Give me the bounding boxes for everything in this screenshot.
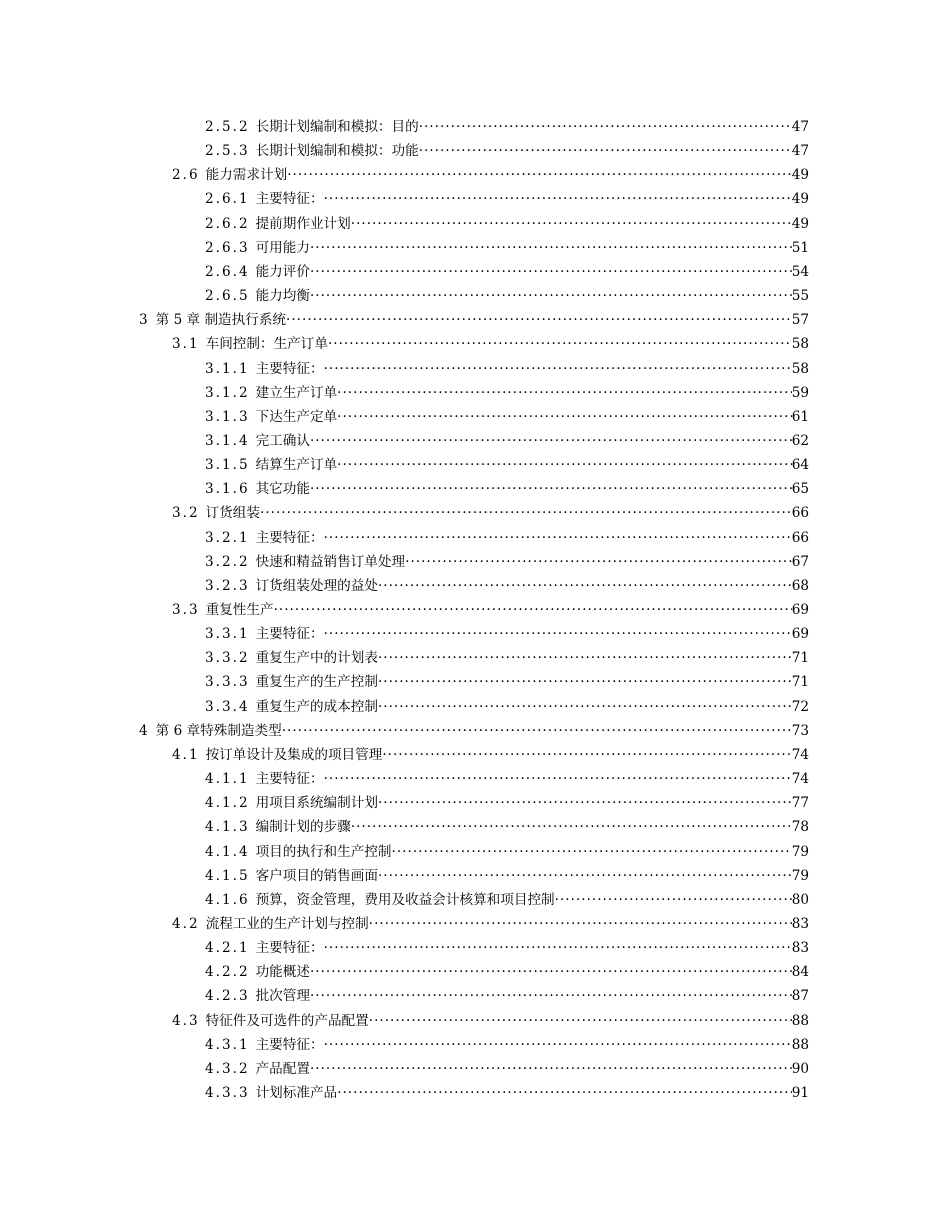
toc-entry[interactable] — [205, 260, 809, 284]
toc-entry-title: 主要特征： — [255, 940, 324, 957]
toc-entry-number: 4.1.2 — [205, 795, 250, 812]
toc-entry-number: 3.3.2 — [205, 650, 250, 667]
toc-dot-leader — [286, 308, 792, 332]
toc-entry-title: 主要特征： — [255, 529, 324, 546]
toc-dot-leader — [337, 1081, 792, 1105]
toc-dot-leader — [392, 840, 792, 864]
toc-entry-page-number: 83 — [791, 915, 809, 932]
toc-entry[interactable] — [205, 236, 809, 260]
toc-entry-title: 长期计划编制和模拟：目的 — [255, 119, 419, 135]
toc-entry-number: 3.1 — [172, 336, 200, 353]
toc-entry-page-number: 69 — [791, 602, 809, 618]
toc-entry[interactable] — [205, 212, 809, 236]
toc-entry[interactable] — [172, 332, 809, 356]
toc-entry[interactable] — [139, 719, 809, 743]
toc-dot-leader — [324, 357, 792, 381]
toc-entry-number: 4.1.6 — [205, 891, 250, 908]
toc-entry-number: 3.1.3 — [205, 408, 250, 425]
toc-entry-number: 3.1.5 — [205, 457, 250, 474]
toc-entry-page-number: 57 — [791, 312, 809, 329]
toc-dot-leader — [324, 936, 792, 960]
toc-entry-page-number: 79 — [791, 843, 809, 860]
toc-dot-leader — [324, 187, 792, 211]
toc-entry-title: 主要特征： — [255, 771, 324, 788]
toc-entry-title: 快速和精益销售订单处理 — [255, 553, 406, 570]
toc-entry[interactable] — [205, 622, 809, 646]
toc-entry-number: 2.6.2 — [205, 215, 250, 232]
toc-dot-leader — [310, 284, 792, 308]
toc-entry[interactable] — [205, 429, 809, 453]
toc-dot-leader — [351, 815, 792, 839]
toc-entry-title: 下达生产定单 — [255, 408, 338, 425]
toc-entry-number: 4.2 — [172, 915, 200, 932]
toc-entry-page-number: 67 — [791, 553, 809, 570]
toc-entry-page-number: 77 — [791, 795, 809, 812]
toc-entry-title: 编制计划的步骤 — [255, 819, 351, 836]
toc-entry-title: 可用能力 — [255, 239, 310, 256]
toc-entry[interactable] — [205, 453, 809, 477]
toc-entry-page-number: 61 — [791, 408, 809, 425]
toc-entry-number: 3.3.3 — [205, 674, 250, 691]
toc-entry-title: 重复性生产 — [205, 602, 274, 618]
toc-entry-page-number: 49 — [791, 191, 809, 208]
toc-entry-title: 重复生产的生产控制 — [255, 674, 378, 691]
toc-dot-leader — [324, 622, 792, 646]
toc-entry[interactable] — [205, 960, 809, 984]
toc-entry-title: 特征件及可选件的产品配置 — [205, 1012, 369, 1029]
toc-entry-title: 流程工业的生产计划与控制 — [205, 915, 369, 932]
toc-entry-number: 3.1.2 — [205, 384, 250, 401]
toc-entry-number: 3.1.4 — [205, 432, 250, 449]
toc-entry[interactable] — [205, 864, 809, 888]
toc-entry[interactable] — [205, 1033, 809, 1057]
toc-entry-page-number: 59 — [791, 384, 809, 401]
toc-entry-page-number: 71 — [791, 674, 809, 691]
toc-dot-leader — [324, 1033, 792, 1057]
toc-entry-page-number: 64 — [791, 457, 809, 474]
toc-entry-number: 4 — [139, 722, 150, 739]
toc-entry-page-number: 69 — [791, 626, 809, 643]
toc-dot-leader — [310, 477, 792, 501]
toc-entry-title: 车间控制：生产订单 — [205, 336, 328, 353]
toc-entry-page-number: 88 — [791, 1012, 809, 1029]
toc-entry-number: 4.1.4 — [205, 843, 250, 860]
toc-entry-title: 客户项目的销售画面 — [255, 867, 378, 884]
toc-entry[interactable] — [205, 574, 809, 598]
toc-entry-title: 项目的执行和生产控制 — [255, 843, 392, 860]
toc-entry-number: 2.5.2 — [205, 119, 250, 135]
toc-entry[interactable] — [205, 888, 809, 912]
toc-dot-leader — [378, 574, 792, 598]
toc-entry-number: 3.3.1 — [205, 626, 250, 643]
toc-dot-leader — [274, 598, 792, 622]
toc-entry-title: 按订单设计及集成的项目管理 — [205, 746, 383, 763]
toc-entry[interactable] — [205, 1081, 809, 1105]
toc-entry-page-number: 51 — [791, 239, 809, 256]
toc-entry-page-number: 49 — [791, 167, 809, 184]
toc-entry[interactable] — [172, 501, 809, 525]
toc-entry-title: 其它功能 — [255, 481, 310, 498]
toc-entry-page-number: 91 — [791, 1085, 809, 1101]
toc-entry[interactable] — [205, 139, 809, 163]
toc-entry-number: 4.2.1 — [205, 940, 250, 957]
toc-entry-number: 3.2.1 — [205, 529, 250, 546]
toc-entry-page-number: 58 — [791, 336, 809, 353]
toc-entry-page-number: 72 — [791, 698, 809, 715]
toc-entry-page-number: 47 — [791, 119, 809, 135]
toc-entry-title: 用项目系统编制计划 — [255, 795, 378, 812]
toc-entry-number: 4.2.3 — [205, 988, 250, 1005]
toc-entry[interactable] — [172, 1009, 809, 1033]
toc-entry-page-number: 65 — [791, 481, 809, 498]
toc-entry-page-number: 66 — [791, 529, 809, 546]
toc-entry-title: 功能概述 — [255, 964, 310, 981]
toc-entry[interactable] — [205, 646, 809, 670]
toc-dot-leader — [260, 501, 792, 525]
toc-entry[interactable] — [205, 477, 809, 501]
toc-entry-page-number: 71 — [791, 650, 809, 667]
toc-dot-leader — [282, 719, 792, 743]
toc-entry[interactable] — [205, 381, 809, 405]
toc-entry-number: 3.1.6 — [205, 481, 250, 498]
toc-entry-title: 订货组装 — [205, 505, 260, 522]
toc-entry[interactable] — [205, 791, 809, 815]
toc-dot-leader — [337, 381, 792, 405]
toc-entry-number: 2.5.3 — [205, 143, 250, 160]
toc-entry[interactable] — [205, 670, 809, 694]
toc-entry-title: 主要特征： — [255, 626, 324, 643]
toc-dot-leader — [419, 115, 792, 139]
toc-entry[interactable] — [172, 163, 809, 187]
toc-entry-number: 3.3 — [172, 602, 200, 618]
toc-entry-number: 3.1.1 — [205, 360, 250, 377]
toc-entry-number: 2.6 — [172, 167, 200, 184]
toc-dot-leader — [310, 260, 792, 284]
toc-entry-title: 结算生产订单 — [255, 457, 338, 474]
toc-entry[interactable] — [139, 308, 809, 332]
toc-dot-leader — [324, 767, 792, 791]
toc-entry[interactable] — [205, 115, 809, 139]
toc-dot-leader — [310, 429, 792, 453]
toc-entry-title: 产品配置 — [255, 1060, 310, 1077]
toc-entry[interactable] — [172, 743, 809, 767]
toc-entry[interactable] — [205, 1057, 809, 1081]
toc-dot-leader — [310, 236, 792, 260]
toc-entry-number: 2.6.5 — [205, 288, 250, 305]
toc-dot-leader — [382, 743, 791, 767]
toc-dot-leader — [287, 163, 792, 187]
toc-dot-leader — [378, 791, 792, 815]
toc-entry-title: 批次管理 — [255, 988, 310, 1005]
toc-entry-page-number: 90 — [791, 1060, 809, 1077]
toc-entry-title: 主要特征： — [255, 1036, 324, 1053]
toc-entry-number: 2.6.1 — [205, 191, 250, 208]
toc-dot-leader — [378, 670, 792, 694]
toc-entry[interactable] — [205, 840, 809, 864]
toc-entry-title: 计划标准产品 — [255, 1085, 338, 1101]
toc-entry-number: 4.1.5 — [205, 867, 250, 884]
toc-entry[interactable] — [205, 695, 809, 719]
toc-entry[interactable] — [205, 984, 809, 1008]
toc-entry-number: 4.3.2 — [205, 1060, 250, 1077]
toc-entry-title: 提前期作业计划 — [255, 215, 351, 232]
toc-entry-title: 预算，资金管理，费用及收益会计核算和项目控制 — [255, 891, 555, 908]
toc-entry[interactable] — [172, 912, 809, 936]
toc-entry-page-number: 73 — [791, 722, 809, 739]
toc-dot-leader — [555, 888, 792, 912]
toc-dot-leader — [337, 405, 792, 429]
toc-entry-number: 3.2.2 — [205, 553, 250, 570]
toc-entry-number: 4.3 — [172, 1012, 200, 1029]
toc-entry-page-number: 58 — [791, 360, 809, 377]
toc-entry-page-number: 80 — [791, 891, 809, 908]
toc-entry-page-number: 84 — [791, 964, 809, 981]
toc-entry-title: 能力需求计划 — [205, 167, 288, 184]
toc-entry-number: 4.1 — [172, 746, 200, 763]
toc-entry-page-number: 74 — [791, 771, 809, 788]
toc-entry-title: 建立生产订单 — [255, 384, 338, 401]
toc-dot-leader — [378, 695, 792, 719]
toc-entry-title: 能力评价 — [255, 263, 310, 280]
toc-entry-page-number: 49 — [791, 215, 809, 232]
toc-entry-number: 3.3.4 — [205, 698, 250, 715]
toc-entry-number: 3.2.3 — [205, 577, 250, 594]
toc-entry[interactable] — [205, 815, 809, 839]
toc-entry-title: 主要特征： — [255, 191, 324, 208]
toc-entry-title: 第 6 章特殊制造类型 — [155, 722, 282, 739]
toc-entry-page-number: 55 — [791, 288, 809, 305]
toc-entry-number: 3 — [139, 312, 150, 329]
toc-entry-title: 长期计划编制和模拟：功能 — [255, 143, 419, 160]
toc-entry-page-number: 88 — [791, 1036, 809, 1053]
toc-entry[interactable] — [205, 357, 809, 381]
toc-entry[interactable] — [205, 936, 809, 960]
toc-entry-title: 完工确认 — [255, 432, 310, 449]
toc-dot-leader — [378, 864, 792, 888]
toc-entry-page-number: 74 — [791, 746, 809, 763]
toc-dot-leader — [324, 526, 792, 550]
toc-entry-page-number: 79 — [791, 867, 809, 884]
toc-entry-title: 订货组装处理的益处 — [255, 577, 378, 594]
toc-entry-number: 4.1.1 — [205, 771, 250, 788]
toc-dot-leader — [369, 912, 792, 936]
toc-dot-leader — [328, 332, 792, 356]
toc-dot-leader — [405, 550, 792, 574]
toc-entry-title: 重复生产的成本控制 — [255, 698, 378, 715]
toc-entry[interactable] — [205, 405, 809, 429]
toc-entry-number: 2.6.3 — [205, 239, 250, 256]
toc-entry-page-number: 47 — [791, 143, 809, 160]
toc-dot-leader — [310, 960, 792, 984]
toc-entry[interactable] — [205, 187, 809, 211]
toc-entry-page-number: 66 — [791, 505, 809, 522]
toc-entry-number: 4.1.3 — [205, 819, 250, 836]
toc-dot-leader — [310, 1057, 792, 1081]
toc-entry-page-number: 87 — [791, 988, 809, 1005]
toc-entry-number: 2.6.4 — [205, 263, 250, 280]
toc-entry[interactable] — [172, 598, 809, 622]
toc-entry[interactable] — [205, 284, 809, 308]
toc-entry-title: 第 5 章 制造执行系统 — [155, 312, 287, 329]
toc-dot-leader — [337, 453, 792, 477]
toc-entry[interactable] — [205, 550, 809, 574]
toc-entry-number: 4.2.2 — [205, 964, 250, 981]
toc-entry-page-number: 68 — [791, 577, 809, 594]
toc-dot-leader — [310, 984, 792, 1008]
toc-entry-number: 4.3.3 — [205, 1085, 250, 1101]
toc-dot-leader — [369, 1009, 792, 1033]
toc-entry-title: 重复生产中的计划表 — [255, 650, 378, 667]
toc-entry-number: 4.3.1 — [205, 1036, 250, 1053]
toc-entry[interactable] — [205, 767, 809, 791]
toc-dot-leader — [351, 212, 792, 236]
toc-entry-page-number: 62 — [791, 432, 809, 449]
toc-entry-page-number: 83 — [791, 940, 809, 957]
toc-entry-page-number: 78 — [791, 819, 809, 836]
toc-dot-leader — [378, 646, 792, 670]
toc-entry[interactable] — [205, 526, 809, 550]
toc-entry-title: 主要特征： — [255, 360, 324, 377]
toc-entry-number: 3.2 — [172, 505, 200, 522]
toc-dot-leader — [419, 139, 792, 163]
toc-entry-title: 能力均衡 — [255, 288, 310, 305]
toc-entry-page-number: 54 — [791, 263, 809, 280]
